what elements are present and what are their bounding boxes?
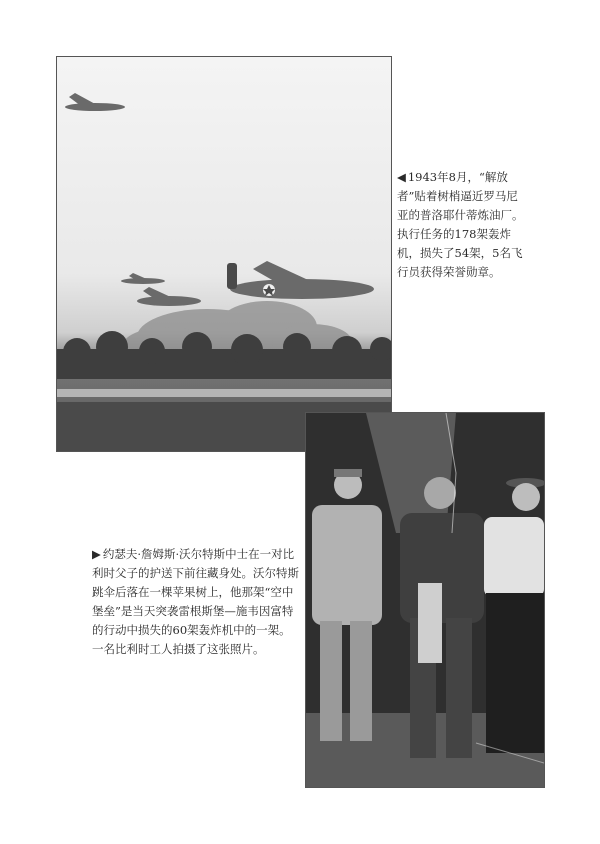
caption-marker-left-arrow: ◀: [397, 170, 406, 184]
bundle-carried: [418, 583, 442, 663]
liberator-bombers-photo: [56, 56, 392, 452]
bomber-plane-4: [227, 261, 374, 299]
escort-photo-illustration: [306, 413, 544, 787]
caption-marker-right-arrow: ▶: [92, 547, 101, 561]
bomber-plane-1: [65, 93, 125, 111]
caption-top: [397, 168, 525, 282]
bombers-photo-illustration: [57, 57, 391, 451]
caption-bottom-text: 约瑟夫·詹姆斯·沃尔特斯中士在一对比利时父子的护送下前往藏身处。沃尔特斯跳伞后落在一棵苹果树上，他那架“空中堡垒”是当天突袭雷根斯堡—施韦因富特的行动中损失的60架轰炸机中的一架。一名比利时工人拍摄了这张照片。: [92, 547, 299, 656]
caption-bottom: [92, 545, 300, 659]
road: [57, 389, 391, 397]
bomber-plane-2: [121, 273, 165, 284]
belgian-escort-photo: [305, 412, 545, 788]
person-right: [484, 478, 544, 753]
bomber-planes: [65, 93, 374, 306]
bomber-plane-3: [137, 287, 201, 306]
caption-top-text: 1943年8月，“解放者”贴着树梢逼近罗马尼亚的普洛耶什蒂炼油厂。执行任务的178架轰炸机，损失了54架，5名飞行员获得荣誉勋章。: [397, 170, 524, 279]
